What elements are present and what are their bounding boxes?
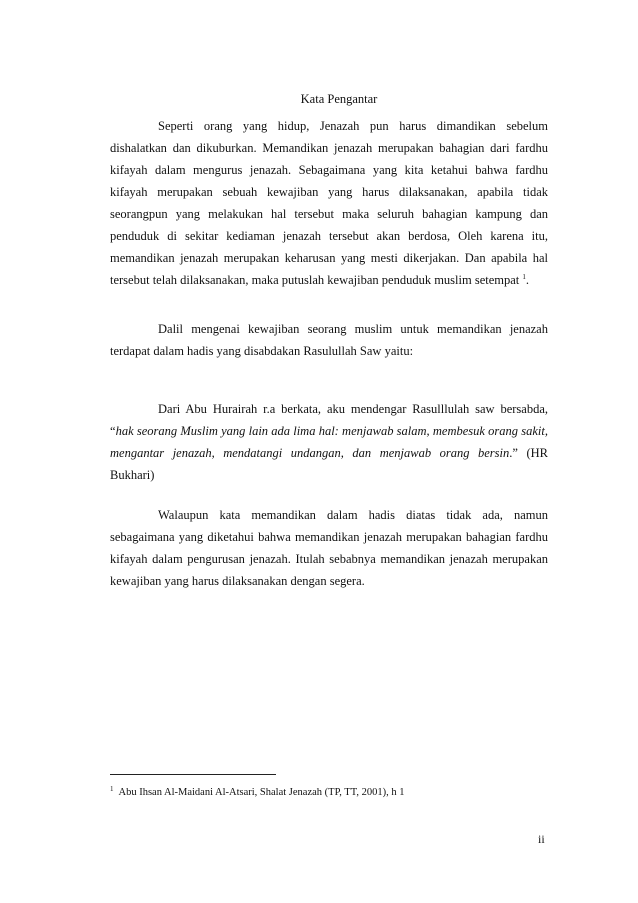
footnote-text: Abu Ihsan Al-Maidani Al-Atsari, Shalat Jenazah (TP, TT, 2001), h 1 bbox=[118, 787, 405, 798]
hadith-lead: Dari Abu Hurairah r.a berkata, aku mendengar Rasulllulah saw bersabda, “ bbox=[110, 402, 548, 438]
hadith-source: .” (HR Bukhari) bbox=[110, 446, 548, 482]
paragraph-2 bbox=[110, 318, 548, 362]
footnote-number: 1 bbox=[110, 784, 114, 793]
paragraph-2-text: Dalil mengenai kewajiban seorang muslim untuk memandikan jenazah terdapat dalam hadis yang disabdakan Rasulullah Saw yaitu: bbox=[110, 322, 548, 358]
paragraph-3-hadith bbox=[110, 398, 548, 486]
page-title: Kata Pengantar bbox=[300, 92, 378, 106]
paragraph-4-text: Walaupun kata memandikan dalam hadis diatas tidak ada, namun sebagaimana yang diketahui bahwa memandikan jenazah merupakan bahagian fardhu kifayah dalam pengurusan jenazah. Itulah sebabnya memandikan jenazah merupakan kewajiban yang harus dilaksanakan dengan segera. bbox=[110, 508, 548, 588]
hadith-quote: hak seorang Muslim yang lain ada lima hal: menjawab salam, membesuk orang sakit, mengantar jenazah, mendatangi undangan, dan menjawab orang bersin bbox=[110, 424, 548, 460]
paragraph-4 bbox=[110, 504, 548, 592]
page-number: ii bbox=[538, 832, 545, 846]
paragraph-1-end: . bbox=[525, 273, 530, 287]
footnote-ref[interactable]: 1 bbox=[522, 272, 526, 281]
footnote-divider bbox=[110, 774, 276, 775]
paragraph-1-text: Seperti orang yang hidup, Jenazah pun harus dimandikan sebelum dishalatkan dan dikuburkan. Memandikan jenazah merupakan bahagian dari fardhu kifayah dalam mengurus jenazah. Sebagaimana yang kita ketahui bahwa fardhu kifayah merupakan sebuah kewajiban yang harus dilaksanakan, apabila tidak seorangpun yang melakukan hal tersebut maka seluruh bahagian kampung dan penduduk di sekitar kediaman jenazah tersebut akan berdosa, Oleh karena itu, memandikan jenazah merupakan keharusan yang mesti dikerjakan. Dan apabila hal tersebut telah dilaksanakan, maka putuslah kewajiban penduduk muslim setempat bbox=[110, 119, 548, 287]
paragraph-1 bbox=[110, 115, 548, 291]
footnote bbox=[110, 784, 550, 798]
